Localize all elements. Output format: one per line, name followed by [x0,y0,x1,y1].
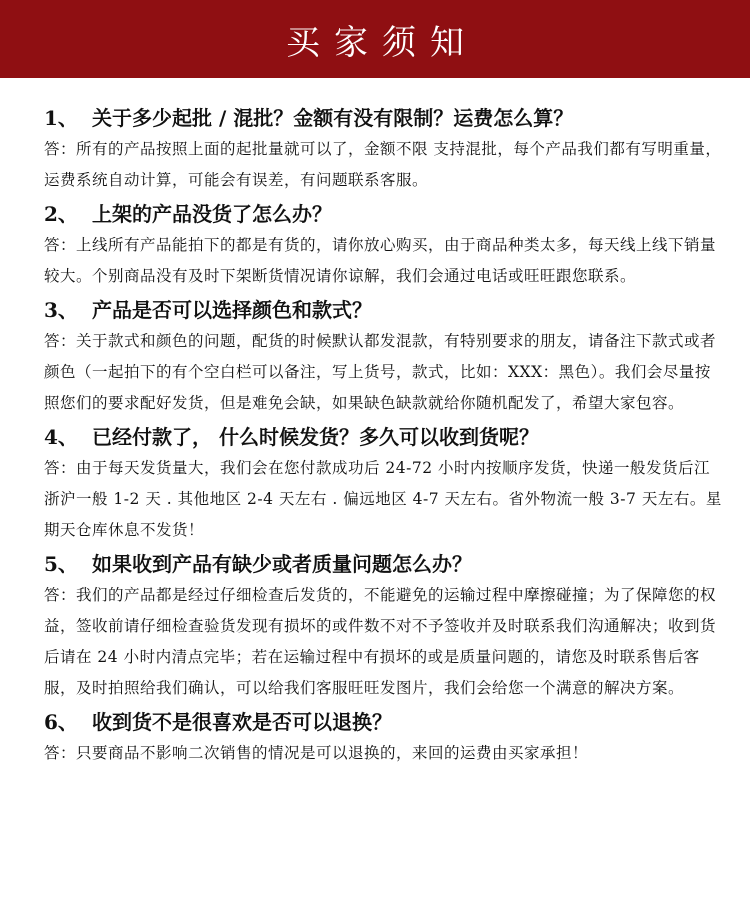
faq-list [44,100,724,769]
faq-item [44,104,724,196]
faq-answer: 答：我们的产品都是经过仔细检查后发货的，不能避免的运输过程中摩擦碰撞；为了保障您的权益，签收前请仔细检查验货发现有损坏的或件数不对不予签收并及时联系我们沟通解决；收到货后请在 24 小时内清点完毕；若在运输过程中有损坏的或是质量问题的，请您及时联系售后客服，及时拍照给我们确认，可以给我们客服旺旺发图片，我们会给您一个满意的解决方案。 [44,586,717,697]
faq-question-text: 已经付款了， 什么时候发货？多久可以收到货呢？ [92,425,539,449]
faq-item [44,550,724,704]
faq-item [44,423,724,546]
faq-item [44,296,724,419]
faq-question [44,200,724,228]
faq-answer: 答：只要商品不影响二次销售的情况是可以退换的，来回的运费由买家承担！ [44,744,589,762]
page-title: 买家须知 [286,22,478,63]
faq-question-text: 如果收到产品有缺少或者质量问题怎么办？ [92,552,472,576]
faq-question [44,296,724,324]
faq-question-text: 关于多少起批 / 混批？金额有没有限制？运费怎么算？ [92,106,574,130]
faq-number: 6、 [44,710,78,734]
faq-question [44,423,724,451]
faq-number: 4、 [44,425,78,449]
faq-number: 2、 [44,202,78,226]
faq-question [44,708,724,736]
faq-number: 3、 [44,298,78,322]
faq-answer: 答：由于每天发货量大，我们会在您付款成功后 24-72 小时内按顺序发货，快递一般发货后江浙沪一般 1-2 天 . 其他地区 2-4 天左右 . 偏远地区 4-7 天左右。省外物流一般 3-7 天左右。星期天仓库休息不发货！ [44,459,722,539]
faq-question [44,104,724,132]
header-banner [0,0,750,78]
faq-item [44,200,724,292]
faq-question-text: 上架的产品没货了怎么办？ [92,202,332,226]
faq-number: 5、 [44,552,78,576]
faq-item [44,708,724,769]
faq-answer: 答：所有的产品按照上面的起批量就可以了，金额不限 支持混批，每个产品我们都有写明重量，运费系统自动计算，可能会有误差，有问题联系客服。 [44,140,722,189]
faq-answer: 答：上线所有产品能拍下的都是有货的，请你放心购买，由于商品种类太多，每天线上线下销量较大。个别商品没有及时下架断货情况请你谅解，我们会通过电话或旺旺跟您联系。 [44,236,717,285]
faq-answer: 答：关于款式和颜色的问题，配货的时候默认都发混款，有特别要求的朋友，请备注下款式或者颜色（一起拍下的有个空白栏可以备注，写上货号，款式，比如：XXX：黑色）。我们会尽量按照您们的要求配好发货，但是难免会缺，如果缺色缺款就给你随机配发了，希望大家包容。 [44,332,717,412]
faq-question-text: 收到货不是很喜欢是否可以退换？ [92,710,392,734]
faq-number: 1、 [44,106,78,130]
faq-question-text: 产品是否可以选择颜色和款式？ [92,298,372,322]
faq-question [44,550,724,578]
